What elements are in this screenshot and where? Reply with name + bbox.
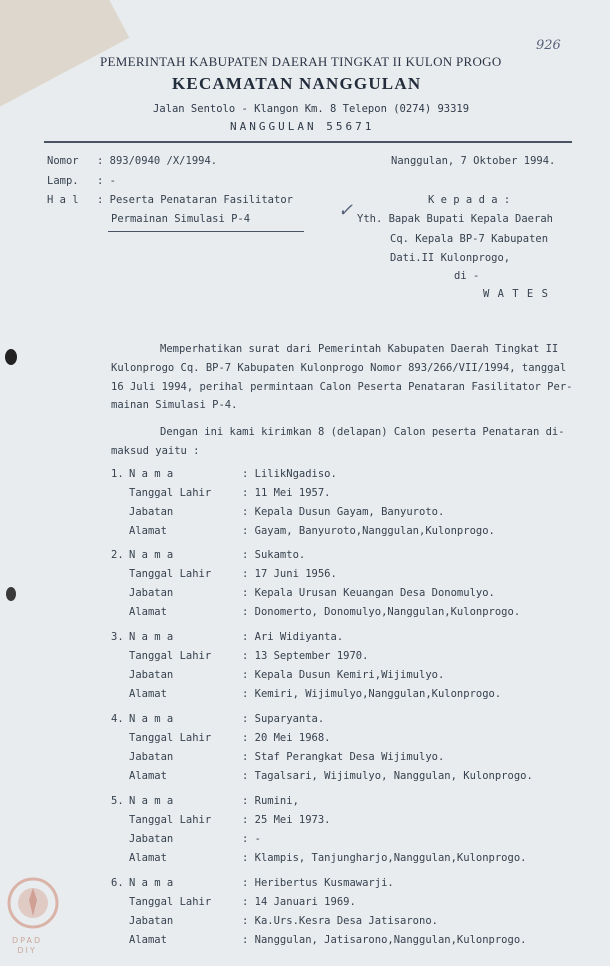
body-p2-line2: maksud yaitu : <box>111 445 200 457</box>
participant-nama-label: N a m a <box>129 713 174 725</box>
participant-number: 5. <box>111 795 124 807</box>
participant-tgl-label: Tanggal Lahir <box>129 896 212 908</box>
body-p1-line1: Memperhatikan surat dari Pemerintah Kabupaten Daerah Tingkat II <box>160 343 559 355</box>
participant-nama-label: N a m a <box>129 795 174 807</box>
body-p1-line4: mainan Simulasi P-4. <box>111 399 238 411</box>
lamp-value: : - <box>97 175 116 187</box>
participant-tgl-value: : 13 September 1970. <box>242 650 369 662</box>
participant-alamat-label: Alamat <box>129 688 167 700</box>
participant-nama-value: : Suparyanta. <box>242 713 325 725</box>
checkmark-icon: ✓ <box>338 200 354 221</box>
participant-tgl-value: : 11 Mei 1957. <box>242 487 331 499</box>
body-p2-line1: Dengan ini kami kirimkan 8 (delapan) Calon peserta Penataran di- <box>160 426 565 438</box>
letter-date: Nanggulan, 7 Oktober 1994. <box>391 155 556 167</box>
participant-nama-label: N a m a <box>129 468 174 480</box>
participant-jabatan-label: Jabatan <box>129 915 174 927</box>
recipient-line1: Yth. Bapak Bupati Kepala Daerah <box>357 213 553 225</box>
recipient-line3: Dati.II Kulonprogo, <box>390 252 511 264</box>
participant-tgl-label: Tanggal Lahir <box>129 814 212 826</box>
letterhead-city: NANGGULAN 55671 <box>230 120 375 133</box>
participant-jabatan-label: Jabatan <box>129 833 174 845</box>
participant-tgl-value: : 25 Mei 1973. <box>242 814 331 826</box>
participant-number: 4. <box>111 713 124 725</box>
letterhead-rule <box>44 141 572 143</box>
participant-alamat-value: : Nanggulan, Jatisarono,Nanggulan,Kulonprogo. <box>242 934 527 946</box>
participant-nama-label: N a m a <box>129 877 174 889</box>
participant-jabatan-label: Jabatan <box>129 669 174 681</box>
participant-nama-value: : Sukamto. <box>242 549 306 561</box>
participant-alamat-value: : Kemiri, Wijimulyo,Nanggulan,Kulonprogo. <box>242 688 502 700</box>
recipient-line4: di - <box>454 270 480 282</box>
punch-hole-top <box>5 349 17 365</box>
hal-underline <box>108 231 304 232</box>
participant-jabatan-value: : - <box>242 833 261 845</box>
body-p1-line3: 16 Juli 1994, perihal permintaan Calon Peserta Penataran Fasilitator Per- <box>111 381 573 393</box>
participant-tgl-label: Tanggal Lahir <box>129 568 212 580</box>
recipient-line5: W A T E S <box>483 288 549 300</box>
participant-alamat-value: : Tagalsari, Wijimulyo, Nanggulan, Kulonprogo. <box>242 770 533 782</box>
participant-jabatan-value: : Ka.Urs.Kesra Desa Jatisarono. <box>242 915 438 927</box>
archive-logo-icon <box>6 876 60 930</box>
participant-jabatan-label: Jabatan <box>129 751 174 763</box>
hal-label: H a l <box>47 194 79 206</box>
letterhead-address: Jalan Sentolo - Klangon Km. 8 Telepon (0274) 93319 <box>153 103 470 115</box>
participant-tgl-label: Tanggal Lahir <box>129 732 212 744</box>
page-number: 926 <box>536 38 561 53</box>
participant-jabatan-value: : Kepala Urusan Keuangan Desa Donomulyo. <box>242 587 495 599</box>
participant-alamat-label: Alamat <box>129 525 167 537</box>
letterhead-line2: KECAMATAN NANGGULAN <box>172 74 422 93</box>
recipient-kepada: K e p a d a : <box>428 194 511 206</box>
participant-jabatan-value: : Kepala Dusun Kemiri,Wijimulyo. <box>242 669 445 681</box>
logo-text-line1: DPAD <box>12 936 43 945</box>
participant-tgl-value: : 17 Juni 1956. <box>242 568 337 580</box>
punch-hole-bottom <box>6 587 16 601</box>
participant-tgl-value: : 20 Mei 1968. <box>242 732 331 744</box>
participant-tgl-value: : 14 Januari 1969. <box>242 896 356 908</box>
body-p1-line2: Kulonprogo Cq. BP-7 Kabupaten Kulonprogo Nomor 893/266/VII/1994, tanggal <box>111 362 567 374</box>
participant-nama-label: N a m a <box>129 631 174 643</box>
nomor-value: : 893/0940 /X/1994. <box>97 155 218 167</box>
recipient-line2: Cq. Kepala BP-7 Kabupaten <box>390 233 549 245</box>
nomor-label: Nomor <box>47 155 79 167</box>
hal-value-2: Permainan Simulasi P-4 <box>111 213 251 225</box>
participant-tgl-label: Tanggal Lahir <box>129 650 212 662</box>
participant-number: 6. <box>111 877 124 889</box>
participant-alamat-label: Alamat <box>129 934 167 946</box>
hal-value-1: : Peserta Penataran Fasilitator <box>97 194 293 206</box>
participant-nama-label: N a m a <box>129 549 174 561</box>
participant-jabatan-value: : Staf Perangkat Desa Wijimulyo. <box>242 751 445 763</box>
participant-tgl-label: Tanggal Lahir <box>129 487 212 499</box>
archive-logo-text <box>12 936 42 956</box>
participant-alamat-value: : Gayam, Banyuroto,Nanggulan,Kulonprogo. <box>242 525 495 537</box>
participant-nama-value: : Rumini, <box>242 795 299 807</box>
participant-jabatan-label: Jabatan <box>129 506 174 518</box>
participant-alamat-label: Alamat <box>129 606 167 618</box>
participant-alamat-label: Alamat <box>129 852 167 864</box>
participant-alamat-label: Alamat <box>129 770 167 782</box>
logo-text-line2: DIY <box>17 946 37 955</box>
participant-nama-value: : Ari Widiyanta. <box>242 631 344 643</box>
letterhead-line1: PEMERINTAH KABUPATEN DAERAH TINGKAT II KULON PROGO <box>100 54 502 69</box>
lamp-label: Lamp. <box>47 175 79 187</box>
participant-number: 2. <box>111 549 124 561</box>
participant-alamat-value: : Klampis, Tanjungharjo,Nanggulan,Kulonprogo. <box>242 852 527 864</box>
participant-nama-value: : Heribertus Kusmawarji. <box>242 877 394 889</box>
participant-nama-value: : LilikNgadiso. <box>242 468 337 480</box>
participant-number: 1. <box>111 468 124 480</box>
participant-jabatan-label: Jabatan <box>129 587 174 599</box>
participant-number: 3. <box>111 631 124 643</box>
participant-jabatan-value: : Kepala Dusun Gayam, Banyuroto. <box>242 506 445 518</box>
participant-alamat-value: : Donomerto, Donomulyo,Nanggulan,Kulonprogo. <box>242 606 521 618</box>
